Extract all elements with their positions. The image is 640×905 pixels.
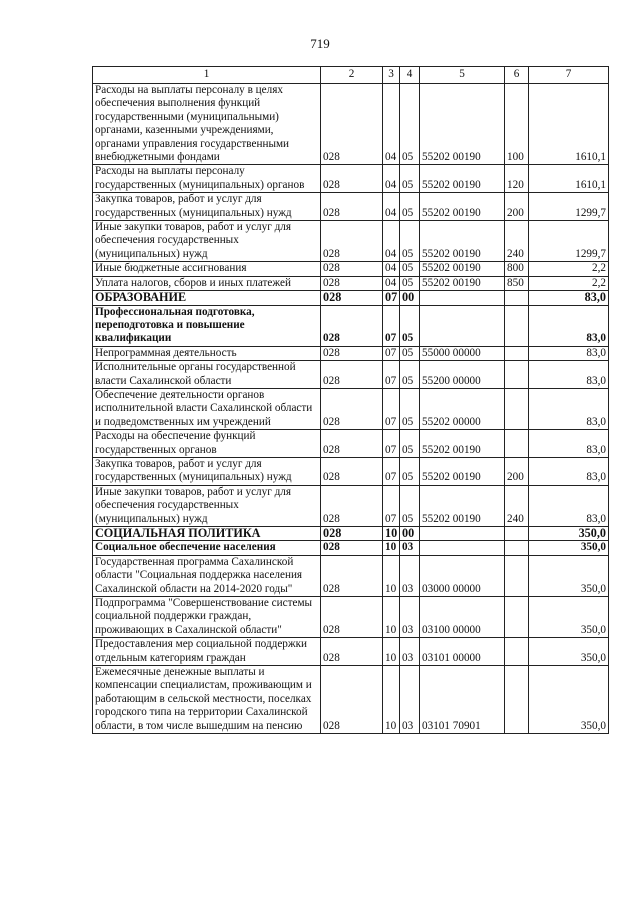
row-subsection-cell: 00 [400,291,420,305]
table-row [93,291,609,305]
row-code-cell: 028 [321,84,383,165]
row-name-cell: Расходы на выплаты персоналу в целях обеспечения выполнения функций государственными (муниципальными) органами, казенными учреждениями, органами управления государственными внебюджетными фондами [93,84,321,165]
row-target-article-cell: 03100 00000 [420,597,505,638]
row-target-article-cell: 55202 00190 [420,457,505,485]
row-expense-type-cell [505,597,529,638]
row-amount-cell: 83,0 [529,388,609,429]
row-target-article-cell [420,541,505,555]
row-name-cell: Закупка товаров, работ и услуг для государственных (муниципальных) нужд [93,457,321,485]
header-cell: 5 [420,67,505,84]
row-amount-cell: 83,0 [529,291,609,305]
row-name-cell: Профессиональная подготовка, переподготовка и повышение квалификации [93,305,321,346]
row-code-cell: 028 [321,666,383,734]
row-section-cell: 07 [383,430,400,458]
row-code-cell: 028 [321,193,383,221]
row-section-cell: 07 [383,388,400,429]
table-row [93,193,609,221]
row-section-cell: 04 [383,221,400,262]
row-subsection-cell: 05 [400,84,420,165]
row-name-cell: Расходы на выплаты персоналу государственных (муниципальных) органов [93,165,321,193]
table-row [93,262,609,276]
row-subsection-cell: 05 [400,346,420,360]
row-amount-cell: 1299,7 [529,193,609,221]
row-target-article-cell: 55202 00190 [420,430,505,458]
table-row [93,84,609,165]
row-target-article-cell: 55200 00000 [420,361,505,389]
row-code-cell: 028 [321,305,383,346]
row-code-cell: 028 [321,262,383,276]
table-row [93,666,609,734]
row-expense-type-cell: 850 [505,276,529,290]
row-subsection-cell: 05 [400,361,420,389]
header-cell: 1 [93,67,321,84]
row-amount-cell: 350,0 [529,541,609,555]
row-subsection-cell: 03 [400,597,420,638]
row-amount-cell: 350,0 [529,555,609,596]
row-subsection-cell: 05 [400,262,420,276]
row-code-cell: 028 [321,388,383,429]
row-section-cell: 10 [383,597,400,638]
row-expense-type-cell: 100 [505,84,529,165]
row-subsection-cell: 03 [400,666,420,734]
table-header-row [93,67,609,84]
table-row [93,430,609,458]
row-expense-type-cell: 240 [505,221,529,262]
row-target-article-cell: 55202 00190 [420,221,505,262]
row-code-cell: 028 [321,527,383,541]
row-name-cell: ОБРАЗОВАНИЕ [93,291,321,305]
table-row [93,541,609,555]
row-code-cell: 028 [321,555,383,596]
row-amount-cell: 350,0 [529,638,609,666]
row-target-article-cell: 03101 70901 [420,666,505,734]
table-row [93,457,609,485]
table-row [93,165,609,193]
row-code-cell: 028 [321,457,383,485]
table-row [93,388,609,429]
row-section-cell: 07 [383,291,400,305]
row-target-article-cell: 55202 00190 [420,193,505,221]
header-cell: 6 [505,67,529,84]
row-subsection-cell: 05 [400,165,420,193]
row-subsection-cell: 05 [400,388,420,429]
row-expense-type-cell [505,361,529,389]
row-expense-type-cell [505,541,529,555]
row-section-cell: 04 [383,84,400,165]
row-code-cell: 028 [321,276,383,290]
row-subsection-cell: 05 [400,457,420,485]
row-amount-cell: 83,0 [529,457,609,485]
table-row [93,361,609,389]
row-subsection-cell: 05 [400,276,420,290]
row-target-article-cell: 55202 00190 [420,84,505,165]
row-subsection-cell: 00 [400,527,420,541]
row-code-cell: 028 [321,638,383,666]
page-number: 719 [310,36,330,51]
row-name-cell: СОЦИАЛЬНАЯ ПОЛИТИКА [93,527,321,541]
row-name-cell: Обеспечение деятельности органов исполнительной власти Сахалинской области и подведомственных им учреждений [93,388,321,429]
row-expense-type-cell [505,430,529,458]
header-cell: 3 [383,67,400,84]
row-code-cell: 028 [321,165,383,193]
row-expense-type-cell: 120 [505,165,529,193]
row-section-cell: 10 [383,541,400,555]
row-name-cell: Иные закупки товаров, работ и услуг для обеспечения государственных (муниципальных) нужд [93,221,321,262]
header-cell: 7 [529,67,609,84]
row-subsection-cell: 03 [400,555,420,596]
row-expense-type-cell: 200 [505,193,529,221]
row-name-cell: Подпрограмма "Совершенствование системы социальной поддержки граждан, проживающих в Сахалинской области" [93,597,321,638]
row-expense-type-cell [505,638,529,666]
row-name-cell: Иные закупки товаров, работ и услуг для обеспечения государственных (муниципальных) нужд [93,485,321,526]
row-target-article-cell [420,291,505,305]
header-cell: 4 [400,67,420,84]
row-section-cell: 04 [383,165,400,193]
row-code-cell: 028 [321,485,383,526]
row-section-cell: 07 [383,485,400,526]
row-target-article-cell: 55202 00190 [420,165,505,193]
row-subsection-cell: 05 [400,221,420,262]
row-subsection-cell: 03 [400,541,420,555]
row-expense-type-cell: 800 [505,262,529,276]
row-section-cell: 07 [383,305,400,346]
row-target-article-cell [420,305,505,346]
table-row [93,221,609,262]
row-target-article-cell: 55000 00000 [420,346,505,360]
row-subsection-cell: 05 [400,193,420,221]
row-amount-cell: 350,0 [529,666,609,734]
row-subsection-cell: 05 [400,430,420,458]
row-section-cell: 04 [383,262,400,276]
budget-table [92,66,609,734]
row-name-cell: Непрограммная деятельность [93,346,321,360]
row-amount-cell: 83,0 [529,305,609,346]
row-section-cell: 07 [383,346,400,360]
row-target-article-cell [420,527,505,541]
table-row [93,485,609,526]
row-section-cell: 07 [383,457,400,485]
row-name-cell: Предоставления мер социальной поддержки отдельным категориям граждан [93,638,321,666]
row-subsection-cell: 03 [400,638,420,666]
row-amount-cell: 350,0 [529,597,609,638]
row-subsection-cell: 05 [400,305,420,346]
row-code-cell: 028 [321,346,383,360]
row-code-cell: 028 [321,597,383,638]
row-amount-cell: 83,0 [529,346,609,360]
row-name-cell: Государственная программа Сахалинской области "Социальная поддержка населения Сахалинской области на 2014-2020 годы" [93,555,321,596]
row-expense-type-cell [505,305,529,346]
row-amount-cell: 1610,1 [529,84,609,165]
table-row [93,527,609,541]
row-amount-cell: 83,0 [529,361,609,389]
table-row [93,597,609,638]
row-subsection-cell: 05 [400,485,420,526]
row-name-cell: Исполнительные органы государственной власти Сахалинской области [93,361,321,389]
row-code-cell: 028 [321,361,383,389]
row-expense-type-cell [505,291,529,305]
table-row [93,305,609,346]
table-row [93,638,609,666]
row-amount-cell: 1299,7 [529,221,609,262]
table-row [93,555,609,596]
row-amount-cell: 350,0 [529,527,609,541]
row-section-cell: 10 [383,638,400,666]
row-expense-type-cell [505,666,529,734]
table-row [93,276,609,290]
row-code-cell: 028 [321,291,383,305]
row-name-cell: Уплата налогов, сборов и иных платежей [93,276,321,290]
row-expense-type-cell: 200 [505,457,529,485]
row-expense-type-cell [505,388,529,429]
row-name-cell: Закупка товаров, работ и услуг для государственных (муниципальных) нужд [93,193,321,221]
row-expense-type-cell [505,346,529,360]
row-target-article-cell: 03101 00000 [420,638,505,666]
row-amount-cell: 2,2 [529,262,609,276]
row-amount-cell: 83,0 [529,485,609,526]
row-name-cell: Социальное обеспечение населения [93,541,321,555]
row-code-cell: 028 [321,430,383,458]
row-section-cell: 04 [383,193,400,221]
row-section-cell: 10 [383,527,400,541]
row-code-cell: 028 [321,541,383,555]
row-amount-cell: 2,2 [529,276,609,290]
row-section-cell: 10 [383,666,400,734]
row-section-cell: 04 [383,276,400,290]
row-target-article-cell: 55202 00000 [420,388,505,429]
row-target-article-cell: 03000 00000 [420,555,505,596]
row-name-cell: Ежемесячные денежные выплаты и компенсации специалистам, проживающим и работающим в сельской местности, поселках городского типа на территории Сахалинской области, в том числе вышедшим на пенсию [93,666,321,734]
row-amount-cell: 1610,1 [529,165,609,193]
row-expense-type-cell [505,555,529,596]
row-code-cell: 028 [321,221,383,262]
row-expense-type-cell [505,527,529,541]
row-section-cell: 10 [383,555,400,596]
table-row [93,346,609,360]
row-amount-cell: 83,0 [529,430,609,458]
header-cell: 2 [321,67,383,84]
row-section-cell: 07 [383,361,400,389]
row-target-article-cell: 55202 00190 [420,276,505,290]
row-target-article-cell: 55202 00190 [420,485,505,526]
row-target-article-cell: 55202 00190 [420,262,505,276]
row-name-cell: Иные бюджетные ассигнования [93,262,321,276]
row-name-cell: Расходы на обеспечение функций государственных органов [93,430,321,458]
row-expense-type-cell: 240 [505,485,529,526]
